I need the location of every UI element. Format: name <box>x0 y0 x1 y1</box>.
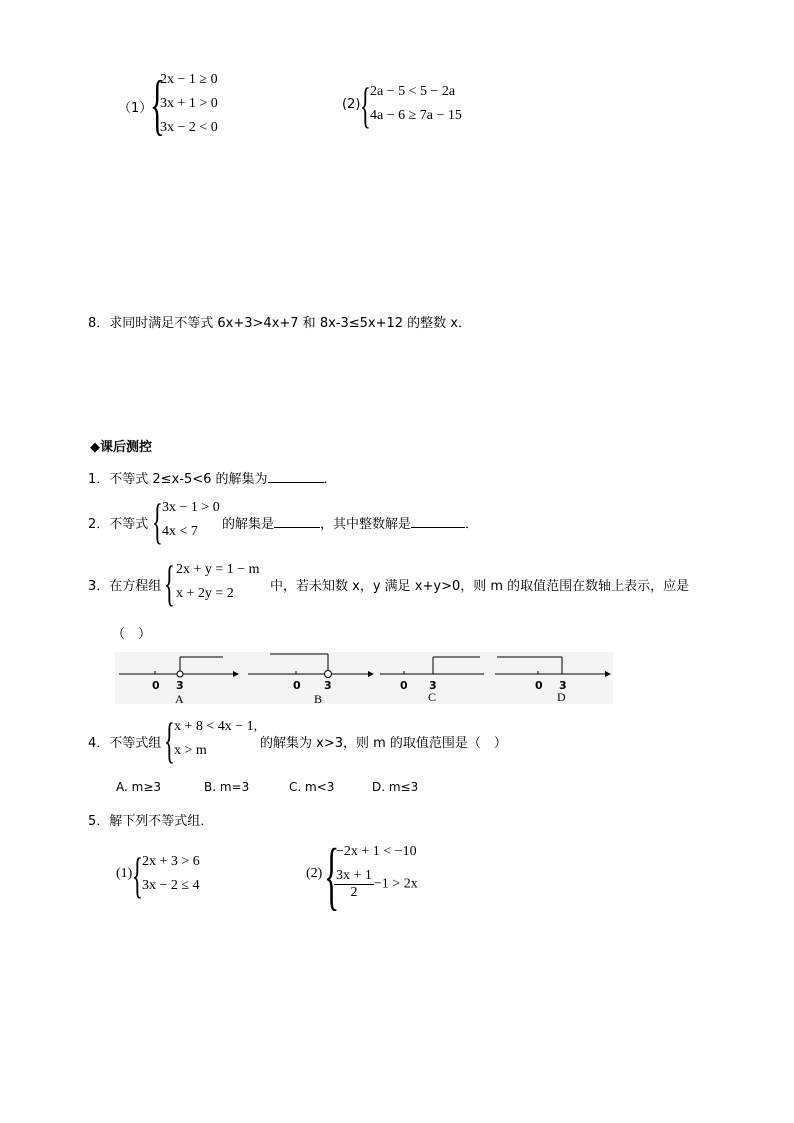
answer-blank <box>411 526 465 528</box>
inequality-line: 2a − 5 < 5 − 2a <box>370 84 456 99</box>
tick-label-three: 3 <box>324 679 332 692</box>
brace: { <box>324 834 340 918</box>
tick-label-zero: 0 <box>535 679 543 692</box>
inequality-line: −2x + 1 < −10 <box>336 844 417 859</box>
question-1: 1．不等式 2≤x-5<6 的解集为 ． <box>88 472 337 487</box>
tick-label-three: 3 <box>176 679 184 692</box>
tick-label-three: 3 <box>559 679 567 692</box>
inequality-line: x + 8 < 4x − 1, <box>174 719 258 734</box>
inequality-line: 3x − 1 > 0 <box>162 500 220 515</box>
question-8: 8．求同时满足不等式 6x+3>4x+7 和 8x-3≤5x+12 的整数 x． <box>88 316 471 331</box>
brace: { <box>360 77 371 133</box>
inequality-line: 2x − 1 ≥ 0 <box>160 72 218 87</box>
answer-blank <box>274 526 320 528</box>
equation-line: 2x + y = 1 − m <box>176 562 260 577</box>
equation-line: x + 2y = 2 <box>176 586 234 601</box>
option-c: C. m<3 <box>289 780 335 794</box>
answer-paren: （ ） <box>112 627 152 642</box>
tick-label-zero: 0 <box>400 679 408 692</box>
option-a: A. m≥3 <box>116 780 162 794</box>
section-title: ◆课后测控 <box>90 440 152 455</box>
inequality-line: 2x + 3 > 6 <box>142 854 200 869</box>
question-2-rest: 的解集是 ，其中整数解是 ． <box>222 517 479 532</box>
tick-label-three: 3 <box>429 679 437 692</box>
inequality-line: 3x + 1 > 0 <box>160 96 218 111</box>
question-3-text: 中，若未知数 x，y 满足 x+y>0，则 m 的取值范围在数轴上表示，应是 <box>270 579 690 594</box>
question-2-label: 2．不等式 <box>88 517 149 532</box>
option-letter-a: A <box>175 692 184 706</box>
brace: { <box>164 555 175 611</box>
option-d: D. m≤3 <box>372 780 419 794</box>
inequality-line: 4x < 7 <box>162 524 198 539</box>
tick-label-zero: 0 <box>152 679 160 692</box>
inequality-line-fraction: $\frac{3x + 1}{2}$ −1 > 2x <box>336 868 418 900</box>
question-5: 5．解下列不等式组． <box>88 814 214 829</box>
problem-1-label: (1) <box>116 866 133 881</box>
question-1-text: 1．不等式 2≤x-5<6 的解集为 <box>88 472 268 487</box>
option-b: B. m=3 <box>204 780 250 794</box>
brace: { <box>132 847 143 903</box>
inequality-line: 3x − 2 ≤ 4 <box>142 878 200 893</box>
brace: { <box>152 493 163 549</box>
brace: { <box>150 66 165 142</box>
option-letter-b: B <box>314 692 323 706</box>
question-4-label: 4．不等式组 <box>88 736 162 751</box>
number-line-b <box>246 652 374 704</box>
tick-label-zero: 0 <box>293 679 301 692</box>
question-4-text: 的解集为 x>3，则 m 的取值范围是（ ） <box>260 736 507 751</box>
fraction: $\frac{3x + 1}{2}$ <box>336 868 372 900</box>
problem-1-label: （1） <box>118 101 153 116</box>
option-letter-d: D <box>557 690 566 704</box>
inequality-line: 4a − 6 ≥ 7a − 15 <box>370 108 462 123</box>
inequality-line: 3x − 2 < 0 <box>160 120 218 135</box>
problem-2-label: (2) <box>306 866 323 881</box>
problem-2-label: (2) <box>342 97 361 112</box>
inequality-line: x > m <box>174 743 207 758</box>
number-line-d <box>493 652 613 704</box>
option-letter-c: C <box>428 690 437 704</box>
question-3-label: 3．在方程组 <box>88 579 162 594</box>
brace: { <box>164 712 175 768</box>
answer-blank <box>268 481 324 483</box>
